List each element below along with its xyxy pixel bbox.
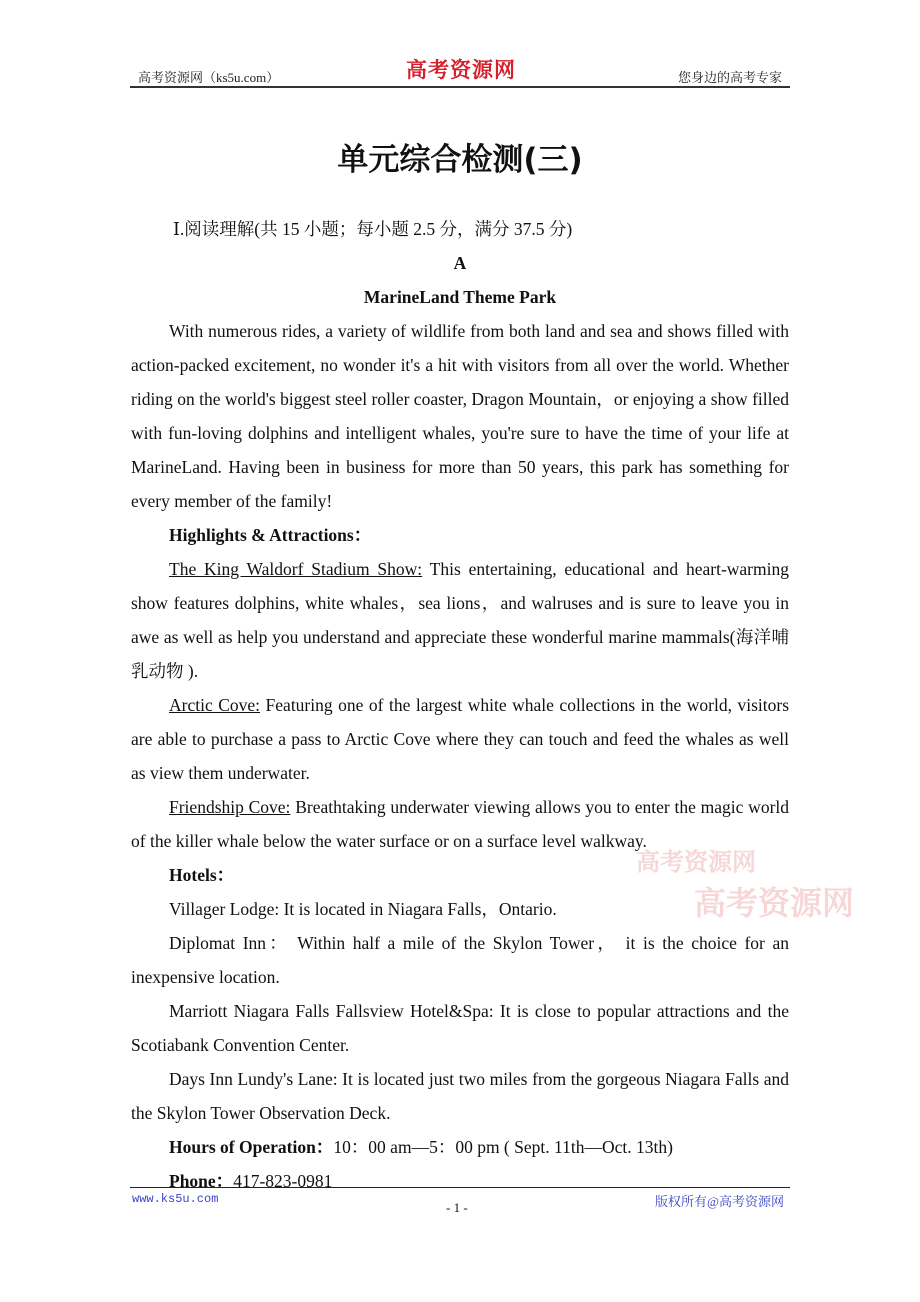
attraction-name: Friendship Cove:	[169, 797, 291, 817]
phone-label: Phone：	[169, 1171, 234, 1191]
attraction-paragraph	[131, 688, 789, 790]
attraction-text: Breathtaking underwater viewing allows you to enter the magic world of the killer whale below the water surface or on a surface level walkway.	[131, 797, 790, 851]
section-heading: Ⅰ.阅读理解(共 15 小题；每小题 2.5 分，满分 37.5 分)	[173, 219, 573, 239]
part-label: A	[453, 253, 467, 273]
attraction-name: Arctic Cove:	[169, 695, 261, 715]
header-right: 您身边的高考专家	[677, 70, 782, 85]
page-title: 单元综合检测(三)	[337, 142, 583, 178]
attraction-text: Featuring one of the largest white whale collections in the world, visitors are able to purchase a pass to Arctic Cove where they can touch and feed the whales as well as view them underwater.	[131, 695, 790, 783]
page-header	[130, 60, 790, 88]
hours-line	[131, 1130, 789, 1164]
site-logo: 高考资源网	[406, 58, 516, 82]
hotel-item: Marriott Niagara Falls Fallsview Hotel&Spa: It is close to popular attractions and the Scotiabank Convention Center.	[131, 1001, 789, 1055]
page-footer	[130, 1187, 790, 1215]
highlights-heading	[131, 518, 789, 552]
attraction-name: The King Waldorf Stadium Show:	[169, 559, 423, 579]
hours-label: Hours of Operation：	[169, 1137, 334, 1157]
hotels-heading-text: Hotels：	[169, 865, 235, 885]
watermark: 高考资源网	[694, 885, 855, 921]
page-number: - 1 -	[446, 1200, 468, 1215]
phone-value: 417-823-0981	[233, 1171, 333, 1191]
footer-website-link[interactable]: www.ks5u.com	[132, 1192, 219, 1206]
intro-paragraph: With numerous rides, a variety of wildlife from both land and sea and shows filled with action‐packed excitement, no wonder it's a hit with visitors from all over the world. Whether riding on the world's biggest steel roller coaster, Dragon Mountain，or enjoying a show filled with fun‐loving dolphins and intelligent whales, you're sure to have the time of your life at MarineLand. Having been in business for more than 50 years, this park has something for every member of the family!	[131, 321, 789, 511]
attraction-paragraph	[131, 552, 789, 688]
hours-value: 10：00 am—5：00 pm ( Sept. 11th—Oct. 13th)	[333, 1137, 673, 1157]
document-body	[131, 212, 789, 1198]
footer-copyright: 版权所有@高考资源网	[655, 1194, 784, 1209]
highlights-heading-text: Highlights & Attractions：	[169, 525, 372, 545]
header-left: 高考资源网（ks5u.com）	[138, 70, 280, 85]
passage-title: MarineLand Theme Park	[363, 287, 557, 307]
attraction-text: This entertaining, educational and heart‐warming show features dolphins, white whales，sea lions，and walruses and is sure to leave you in awe as well as help you understand and appreciate these wonderful marine mammals(海洋哺乳动物 ).	[131, 559, 789, 681]
hotel-item: Diplomat Inn： Within half a mile of the Skylon Tower， it is the choice for an inexpensive location.	[131, 933, 789, 987]
hotel-item: Days Inn Lundy's Lane: It is located just two miles from the gorgeous Niagara Falls and the Skylon Tower Observation Deck.	[131, 1069, 789, 1123]
hotel-item: Villager Lodge: It is located in Niagara Falls，Ontario.	[169, 899, 557, 919]
watermark: 高考资源网	[636, 850, 756, 876]
